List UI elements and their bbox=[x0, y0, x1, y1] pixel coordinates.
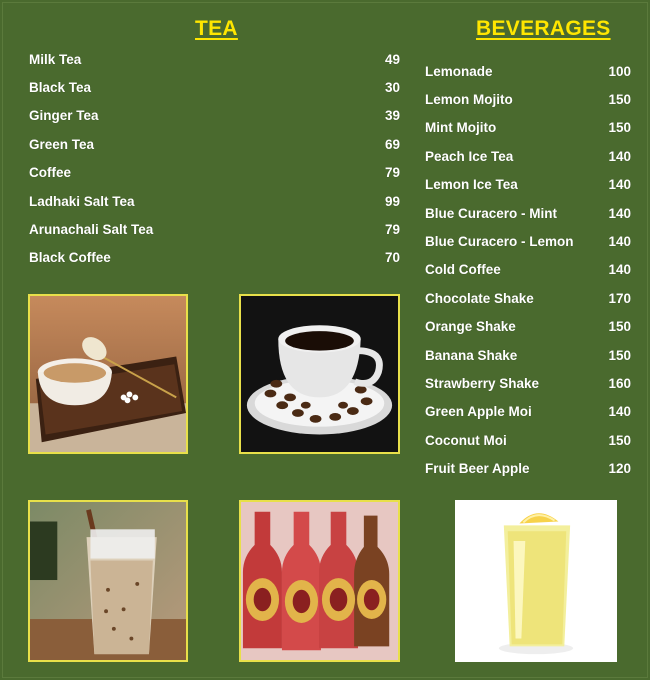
beverages-menu-item bbox=[425, 284, 631, 312]
item-name: Coconut Moi bbox=[425, 432, 507, 448]
tea-menu-item bbox=[29, 244, 400, 272]
beverages-menu-item bbox=[425, 227, 631, 255]
item-price: 100 bbox=[608, 63, 631, 79]
lemonade-glass-photo bbox=[455, 500, 617, 662]
item-price: 140 bbox=[608, 404, 631, 420]
item-name: Lemon Mojito bbox=[425, 92, 513, 108]
item-price: 99 bbox=[384, 193, 400, 209]
item-price: 140 bbox=[608, 262, 631, 278]
item-name: Orange Shake bbox=[425, 319, 516, 335]
item-price: 120 bbox=[608, 461, 631, 477]
beverages-menu-item bbox=[425, 57, 631, 85]
item-name: Cold Coffee bbox=[425, 262, 501, 278]
item-name: Strawberry Shake bbox=[425, 375, 540, 391]
item-price: 69 bbox=[384, 136, 400, 152]
item-price: 140 bbox=[608, 234, 631, 250]
beverages-menu-item bbox=[425, 199, 631, 227]
beverages-heading: BEVERAGES bbox=[476, 17, 611, 40]
item-name: Banana Shake bbox=[425, 347, 518, 363]
tea-menu-item bbox=[29, 73, 400, 101]
item-price: 150 bbox=[608, 319, 631, 335]
beverages-menu-item bbox=[425, 341, 631, 369]
tea-menu-item bbox=[29, 45, 400, 73]
beverages-menu-item bbox=[425, 426, 631, 454]
beverages-menu-item bbox=[425, 85, 631, 113]
tea-menu-list bbox=[29, 45, 400, 272]
item-name: Green Apple Moi bbox=[425, 404, 532, 420]
iced-coffee-photo bbox=[28, 500, 188, 662]
beverages-menu-item bbox=[425, 114, 631, 142]
item-name: Peach Ice Tea bbox=[425, 148, 514, 164]
item-name: Black Tea bbox=[29, 80, 92, 96]
item-name: Fruit Beer Apple bbox=[425, 461, 530, 477]
item-price: 70 bbox=[384, 250, 400, 266]
item-price: 150 bbox=[608, 92, 631, 108]
item-name: Coffee bbox=[29, 165, 72, 181]
item-price: 140 bbox=[608, 148, 631, 164]
item-name: Ginger Tea bbox=[29, 108, 99, 124]
item-price: 140 bbox=[608, 177, 631, 193]
beverages-menu-list bbox=[425, 57, 631, 483]
item-name: Mint Mojito bbox=[425, 120, 497, 136]
item-price: 79 bbox=[384, 165, 400, 181]
beverages-menu-item bbox=[425, 369, 631, 397]
item-name: Black Coffee bbox=[29, 250, 111, 266]
item-name: Lemon Ice Tea bbox=[425, 177, 518, 193]
item-price: 150 bbox=[608, 432, 631, 448]
item-name: Ladhaki Salt Tea bbox=[29, 193, 135, 209]
beverages-menu-item bbox=[425, 398, 631, 426]
item-price: 30 bbox=[384, 80, 400, 96]
item-price: 150 bbox=[608, 347, 631, 363]
tea-heading: TEA bbox=[195, 17, 238, 40]
tea-menu-item bbox=[29, 187, 400, 215]
item-name: Blue Curacero - Mint bbox=[425, 205, 558, 221]
item-price: 150 bbox=[608, 120, 631, 136]
item-name: Lemonade bbox=[425, 63, 493, 79]
beverages-menu-item bbox=[425, 142, 631, 170]
beverages-menu-item bbox=[425, 256, 631, 284]
item-name: Arunachali Salt Tea bbox=[29, 222, 154, 238]
item-price: 79 bbox=[384, 222, 400, 238]
tea-menu-item bbox=[29, 130, 400, 158]
beverages-menu-item bbox=[425, 171, 631, 199]
beverages-menu-item bbox=[425, 454, 631, 482]
fruit-beer-bottles-photo bbox=[239, 500, 400, 662]
item-price: 140 bbox=[608, 205, 631, 221]
tea-menu-item bbox=[29, 159, 400, 187]
milk-tea-photo bbox=[28, 294, 188, 454]
item-name: Green Tea bbox=[29, 136, 95, 152]
item-price: 170 bbox=[608, 290, 631, 306]
item-name: Blue Curacero - Lemon bbox=[425, 234, 574, 250]
item-name: Milk Tea bbox=[29, 51, 82, 67]
beverages-menu-item bbox=[425, 313, 631, 341]
tea-menu-item bbox=[29, 102, 400, 130]
item-name: Chocolate Shake bbox=[425, 290, 534, 306]
item-price: 160 bbox=[608, 375, 631, 391]
tea-menu-item bbox=[29, 215, 400, 243]
item-price: 39 bbox=[384, 108, 400, 124]
item-price: 49 bbox=[384, 51, 400, 67]
coffee-cup-photo bbox=[239, 294, 400, 454]
